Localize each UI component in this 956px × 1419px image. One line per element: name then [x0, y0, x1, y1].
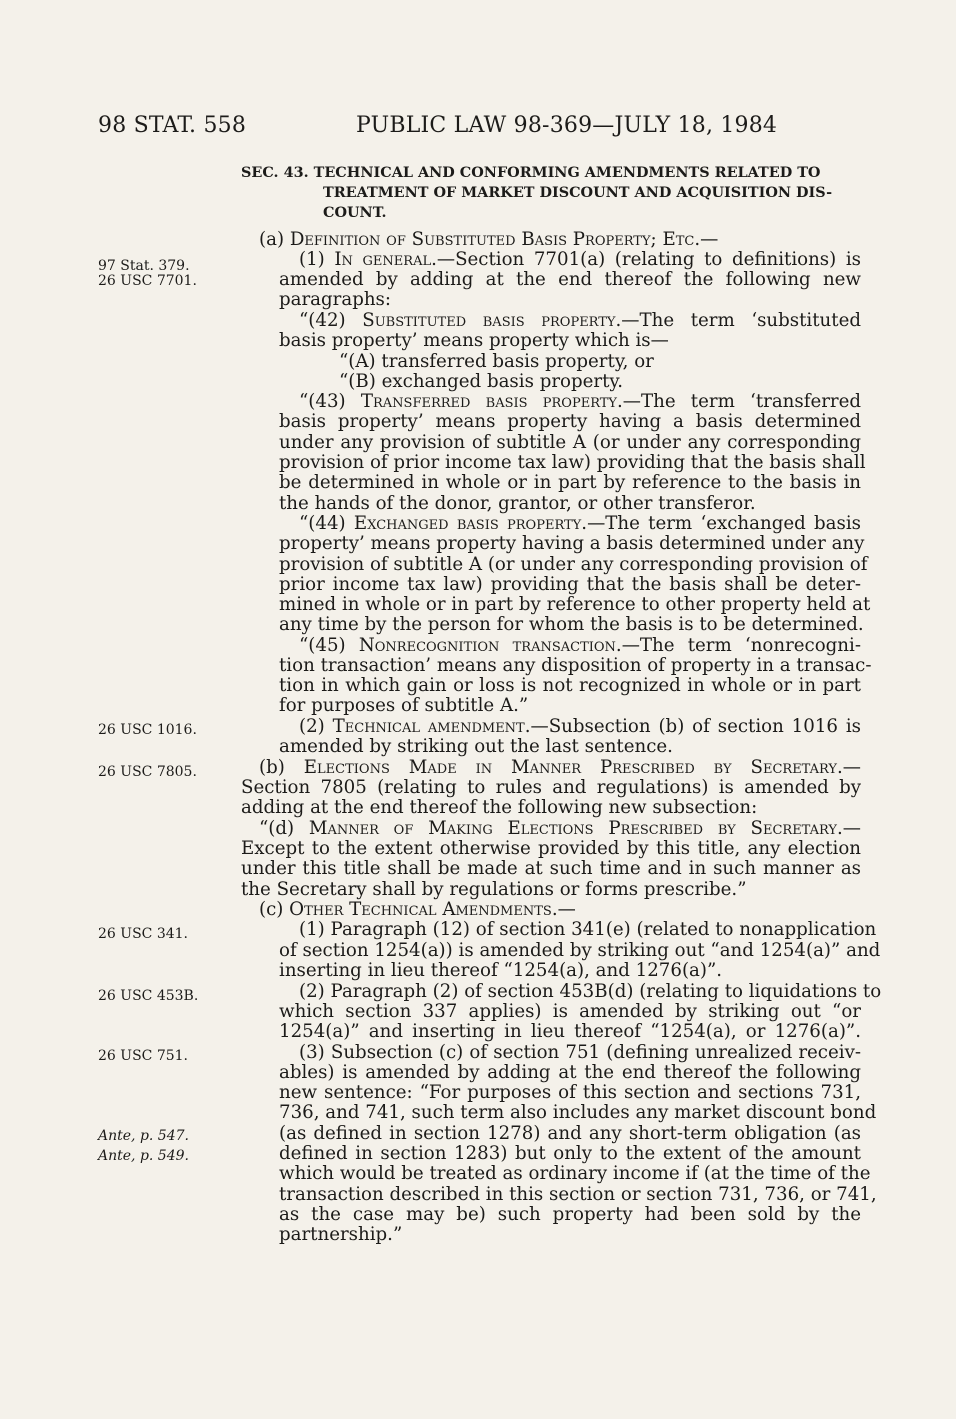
text-line: new sentence: “For purposes of this section and sections 731,: [279, 1082, 861, 1103]
margin-note: Ante, p. 549.: [98, 1148, 189, 1164]
subsection-heading: (a) Definition of Substituted Basis Property; Etc.—: [259, 229, 719, 250]
text-line: partnership.”: [279, 1224, 403, 1245]
subsection-heading: (c) Other Technical Amendments.—: [259, 899, 576, 920]
text-line: Section 7805 (relating to rules and regulations) is amended by: [241, 777, 861, 798]
text-line: adding at the end thereof the following new subsection:: [241, 797, 758, 818]
text-line: “(44) Exchanged basis property.—The term ‘exchanged basis: [299, 513, 861, 534]
text-line: provision of prior income tax law) providing that the basis shall: [279, 452, 866, 473]
text-line: mined in whole or in part by reference to other property held at: [279, 594, 871, 615]
text-line: “(B) exchanged basis property.: [339, 371, 624, 392]
subsection-heading: (b) Elections Made in Manner Prescribed by Secretary.—: [259, 757, 861, 778]
text-line: the Secretary shall by regulations or forms prescribe.”: [241, 879, 747, 900]
text-line: Except to the extent otherwise provided by this title, any election: [241, 838, 861, 859]
margin-note: 26 USC 7805.: [98, 764, 197, 780]
text-line: “(d) Manner of Making Elections Prescribed by Secretary.—: [259, 818, 861, 839]
text-line: transaction described in this section or section 731, 736, or 741,: [279, 1184, 877, 1205]
text-line: basis property’ means property having a basis determined: [279, 411, 861, 432]
text-line: defined in section 1283) but only to the extent of the amount: [279, 1143, 861, 1164]
text-line: the hands of the donor, grantor, or other transferor.: [279, 493, 756, 514]
text-line: for purposes of subtitle A.”: [279, 695, 529, 716]
text-line: under any provision of subtitle A (or under any corresponding: [279, 432, 861, 453]
text-line: “(45) Nonrecognition transaction.—The term ‘nonrecogni-: [299, 635, 861, 656]
text-line: (2) Technical amendment.—Subsection (b) of section 1016 is: [299, 716, 861, 737]
text-line: “(43) Transferred basis property.—The term ‘transferred: [299, 391, 861, 412]
text-line: tion in which gain or loss is not recognized in whole or in part: [279, 675, 861, 696]
text-line: (3) Subsection (c) of section 751 (defining unrealized receiv-: [299, 1042, 861, 1063]
text-line: inserting in lieu thereof “1254(a), and 1276(a)”.: [279, 960, 723, 981]
running-header: PUBLIC LAW 98-369—JULY 18, 1984: [356, 113, 778, 138]
margin-note: 26 USC 1016.: [98, 722, 197, 738]
margin-note: Ante, p. 547.: [98, 1128, 189, 1144]
section-heading: [241, 163, 861, 223]
text-line: property’ means property having a basis determined under any: [279, 533, 865, 554]
margin-note: 26 USC 751.: [98, 1048, 188, 1064]
page-stat-citation: 98 STAT. 558: [98, 113, 247, 138]
text-line: 1254(a)” and inserting in lieu thereof “1254(a), or 1276(a)”.: [279, 1021, 861, 1042]
margin-note: 26 USC 341.: [98, 926, 188, 942]
text-line: of section 1254(a)) is amended by striking out “and 1254(a)” and: [279, 940, 881, 961]
section-heading-line: TREATMENT OF MARKET DISCOUNT AND ACQUISITION DIS-: [323, 184, 833, 201]
margin-note: 26 USC 7701.: [98, 273, 197, 289]
text-line: under this title shall be made at such time and in such manner as: [241, 858, 861, 879]
text-line: (2) Paragraph (2) of section 453B(d) (relating to liquidations to: [299, 981, 882, 1002]
text-line: (1) In general.—Section 7701(a) (relating to definitions) is: [299, 249, 861, 270]
text-line: tion transaction’ means any disposition of property in a transac-: [279, 655, 872, 676]
text-line: “(A) transferred basis property, or: [339, 351, 654, 372]
text-line: any time by the person for whom the basis is to be determined.: [279, 614, 864, 635]
margin-note: 97 Stat. 379.: [98, 258, 190, 274]
text-line: (1) Paragraph (12) of section 341(e) (related to nonapplication: [299, 919, 877, 940]
text-line: 736, and 741, such term also includes any market discount bond: [279, 1102, 877, 1123]
text-line: basis property’ means property which is—: [279, 330, 669, 351]
text-line: amended by striking out the last sentence.: [279, 736, 673, 757]
text-line: paragraphs:: [279, 289, 392, 310]
margin-note: 26 USC 453B.: [98, 988, 199, 1004]
text-line: amended by adding at the end thereof the following new: [279, 269, 861, 290]
text-line: ables) is amended by adding at the end thereof the following: [279, 1062, 861, 1083]
text-line: prior income tax law) providing that the basis shall be deter-: [279, 574, 861, 595]
section-heading-line: COUNT.: [323, 204, 387, 221]
text-line: which would be treated as ordinary income if (at the time of the: [279, 1163, 871, 1184]
text-line: as the case may be) such property had been sold by the: [279, 1204, 861, 1225]
text-line: (as defined in section 1278) and any short-term obligation (as: [279, 1123, 861, 1144]
text-line: provision of subtitle A (or under any corresponding provision of: [279, 554, 868, 575]
text-line: which section 337 applies) is amended by striking out “or: [279, 1001, 861, 1022]
text-line: be determined in whole or in part by reference to the basis in: [279, 472, 861, 493]
section-heading-line: SEC. 43. TECHNICAL AND CONFORMING AMENDMENTS RELATED TO: [241, 164, 821, 181]
text-line: “(42) Substituted basis property.—The term ‘substituted: [299, 310, 861, 331]
